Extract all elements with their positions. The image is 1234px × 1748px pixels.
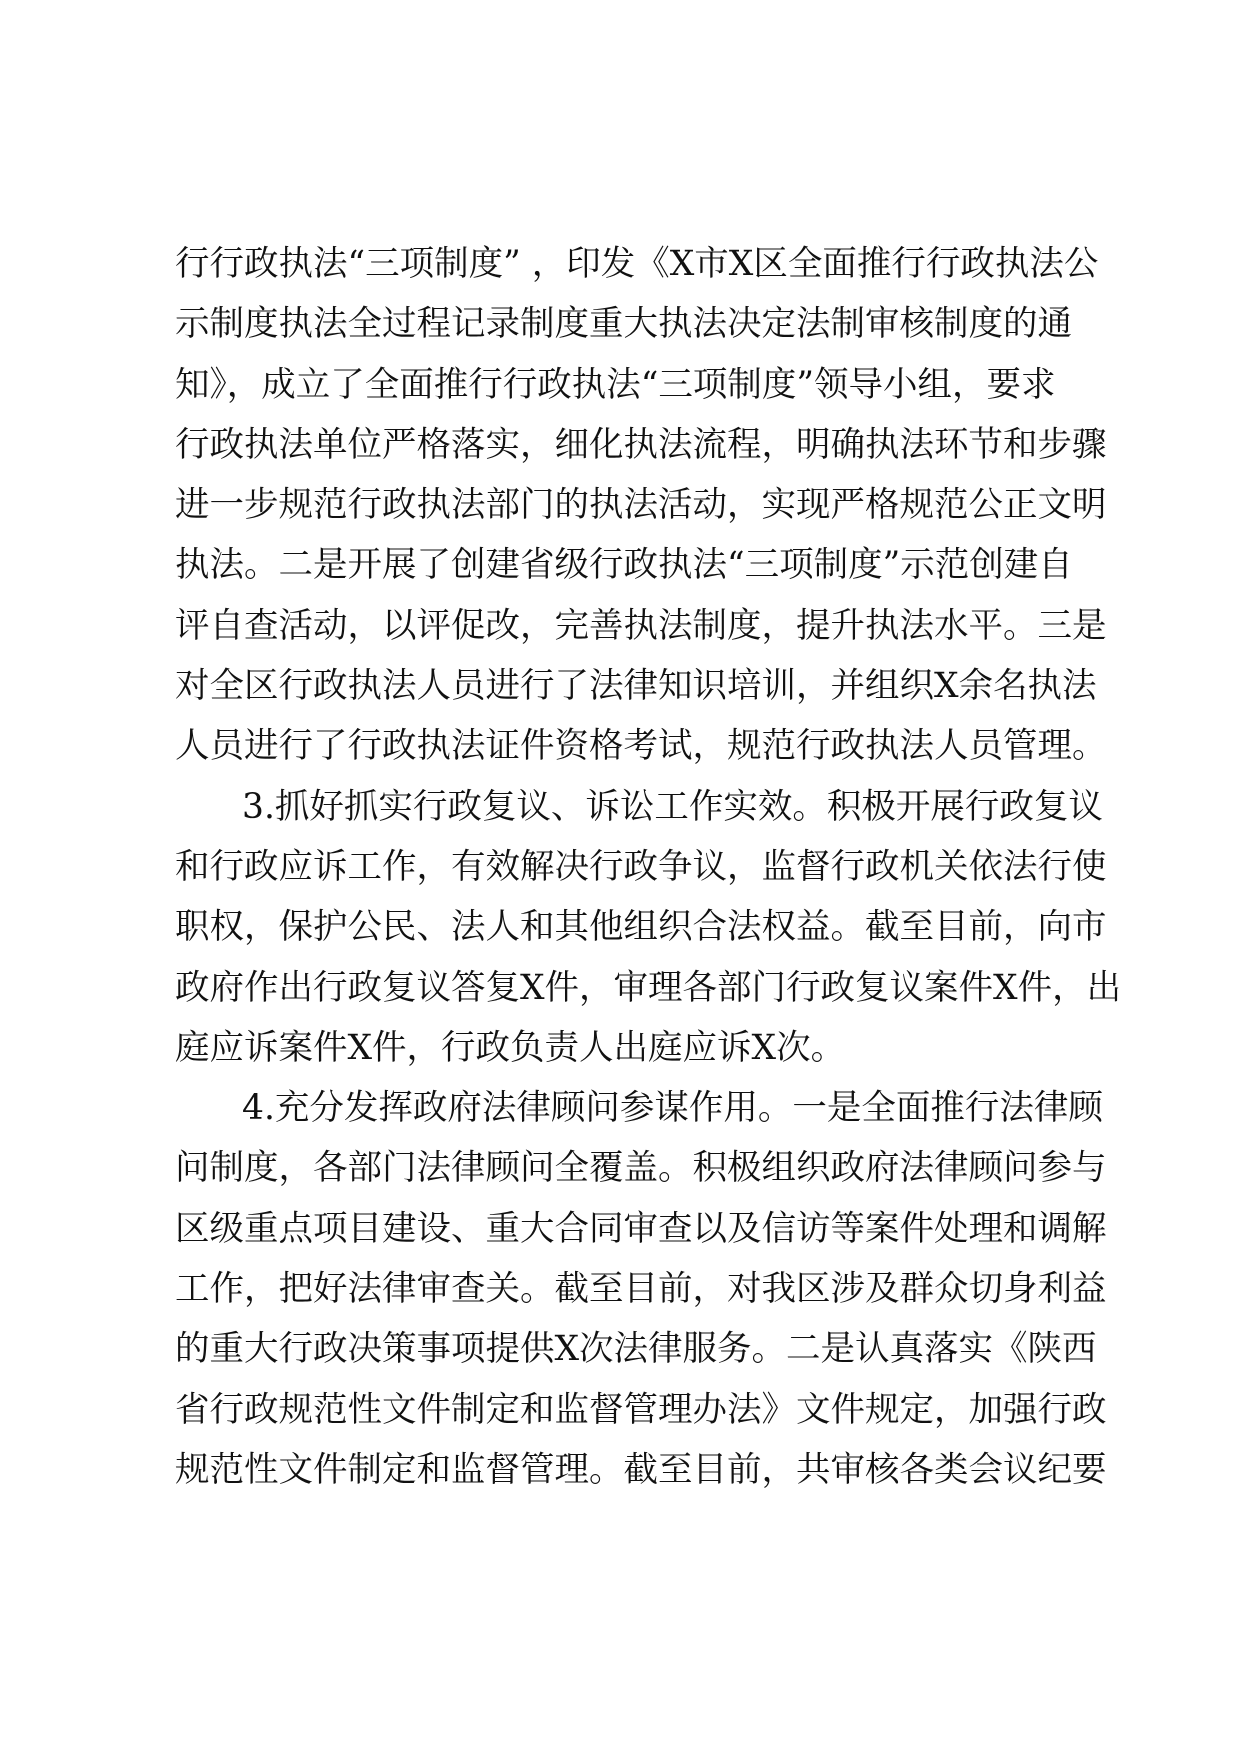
text-line: 区级重点项目建设、重大合同审查以及信访等案件处理和调解 (175, 1208, 1107, 1249)
text-line: 行政执法单位严格落实，细化执法流程，明确执法环节和步骤 (175, 424, 1107, 465)
text-line: 和行政应诉工作，有效解决行政争议，监督行政机关依法行使 (175, 846, 1107, 887)
text-line: 进一步规范行政执法部门的执法活动，实现严格规范公正文明 (175, 485, 1107, 526)
text-line: 对全区行政执法人员进行了法律知识培训，并组织X余名执法 (175, 666, 1097, 707)
text-line: 的重大行政决策事项提供X次法律服务。二是认真落实《陕西 (175, 1329, 1097, 1370)
text-line: 问制度，各部门法律顾问全覆盖。积极组织政府法律顾问参与 (175, 1148, 1107, 1189)
text-line: 评自查活动，以评促改，完善执法制度，提升执法水平。三是 (175, 605, 1107, 646)
section-heading-3: 3.抓好抓实行政复议、诉讼工作实效。积极开展行政复议 (242, 786, 1103, 827)
text-line: 职权，保护公民、法人和其他组织合法权益。截至目前，向市 (175, 907, 1107, 948)
text-line: 行行政执法“三项制度” ，印发《X市X区全面推行行政执法公 (175, 244, 1099, 284)
text-line: 知》，成立了全面推行行政执法“三项制度”领导小组，要求 (175, 364, 1056, 405)
text-line: 政府作出行政复议答复X件，审理各部门行政复议案件X件，出 (175, 967, 1122, 1008)
section-heading-4: 4.充分发挥政府法律顾问参谋作用。一是全面推行法律顾 (242, 1088, 1103, 1129)
text-line: 省行政规范性文件制定和监督管理办法》文件规定，加强行政 (175, 1389, 1107, 1430)
text-line: 规范性文件制定和监督管理。截至目前，共审核各类会议纪要 (175, 1449, 1107, 1490)
text-line: 人员进行了行政执法证件资格考试，规范行政执法人员管理。 (175, 726, 1107, 767)
text-line: 工作，把好法律审查关。截至目前，对我区涉及群众切身利益 (175, 1269, 1107, 1310)
text-line: 执法。二是开展了创建省级行政执法“三项制度”示范创建自 (175, 545, 1073, 586)
text-line: 示制度执法全过程记录制度重大执法决定法制审核制度的通 (175, 304, 1072, 345)
body-text (175, 234, 1122, 1500)
text-line: 庭应诉案件X件，行政负责人出庭应诉X次。 (175, 1027, 846, 1068)
